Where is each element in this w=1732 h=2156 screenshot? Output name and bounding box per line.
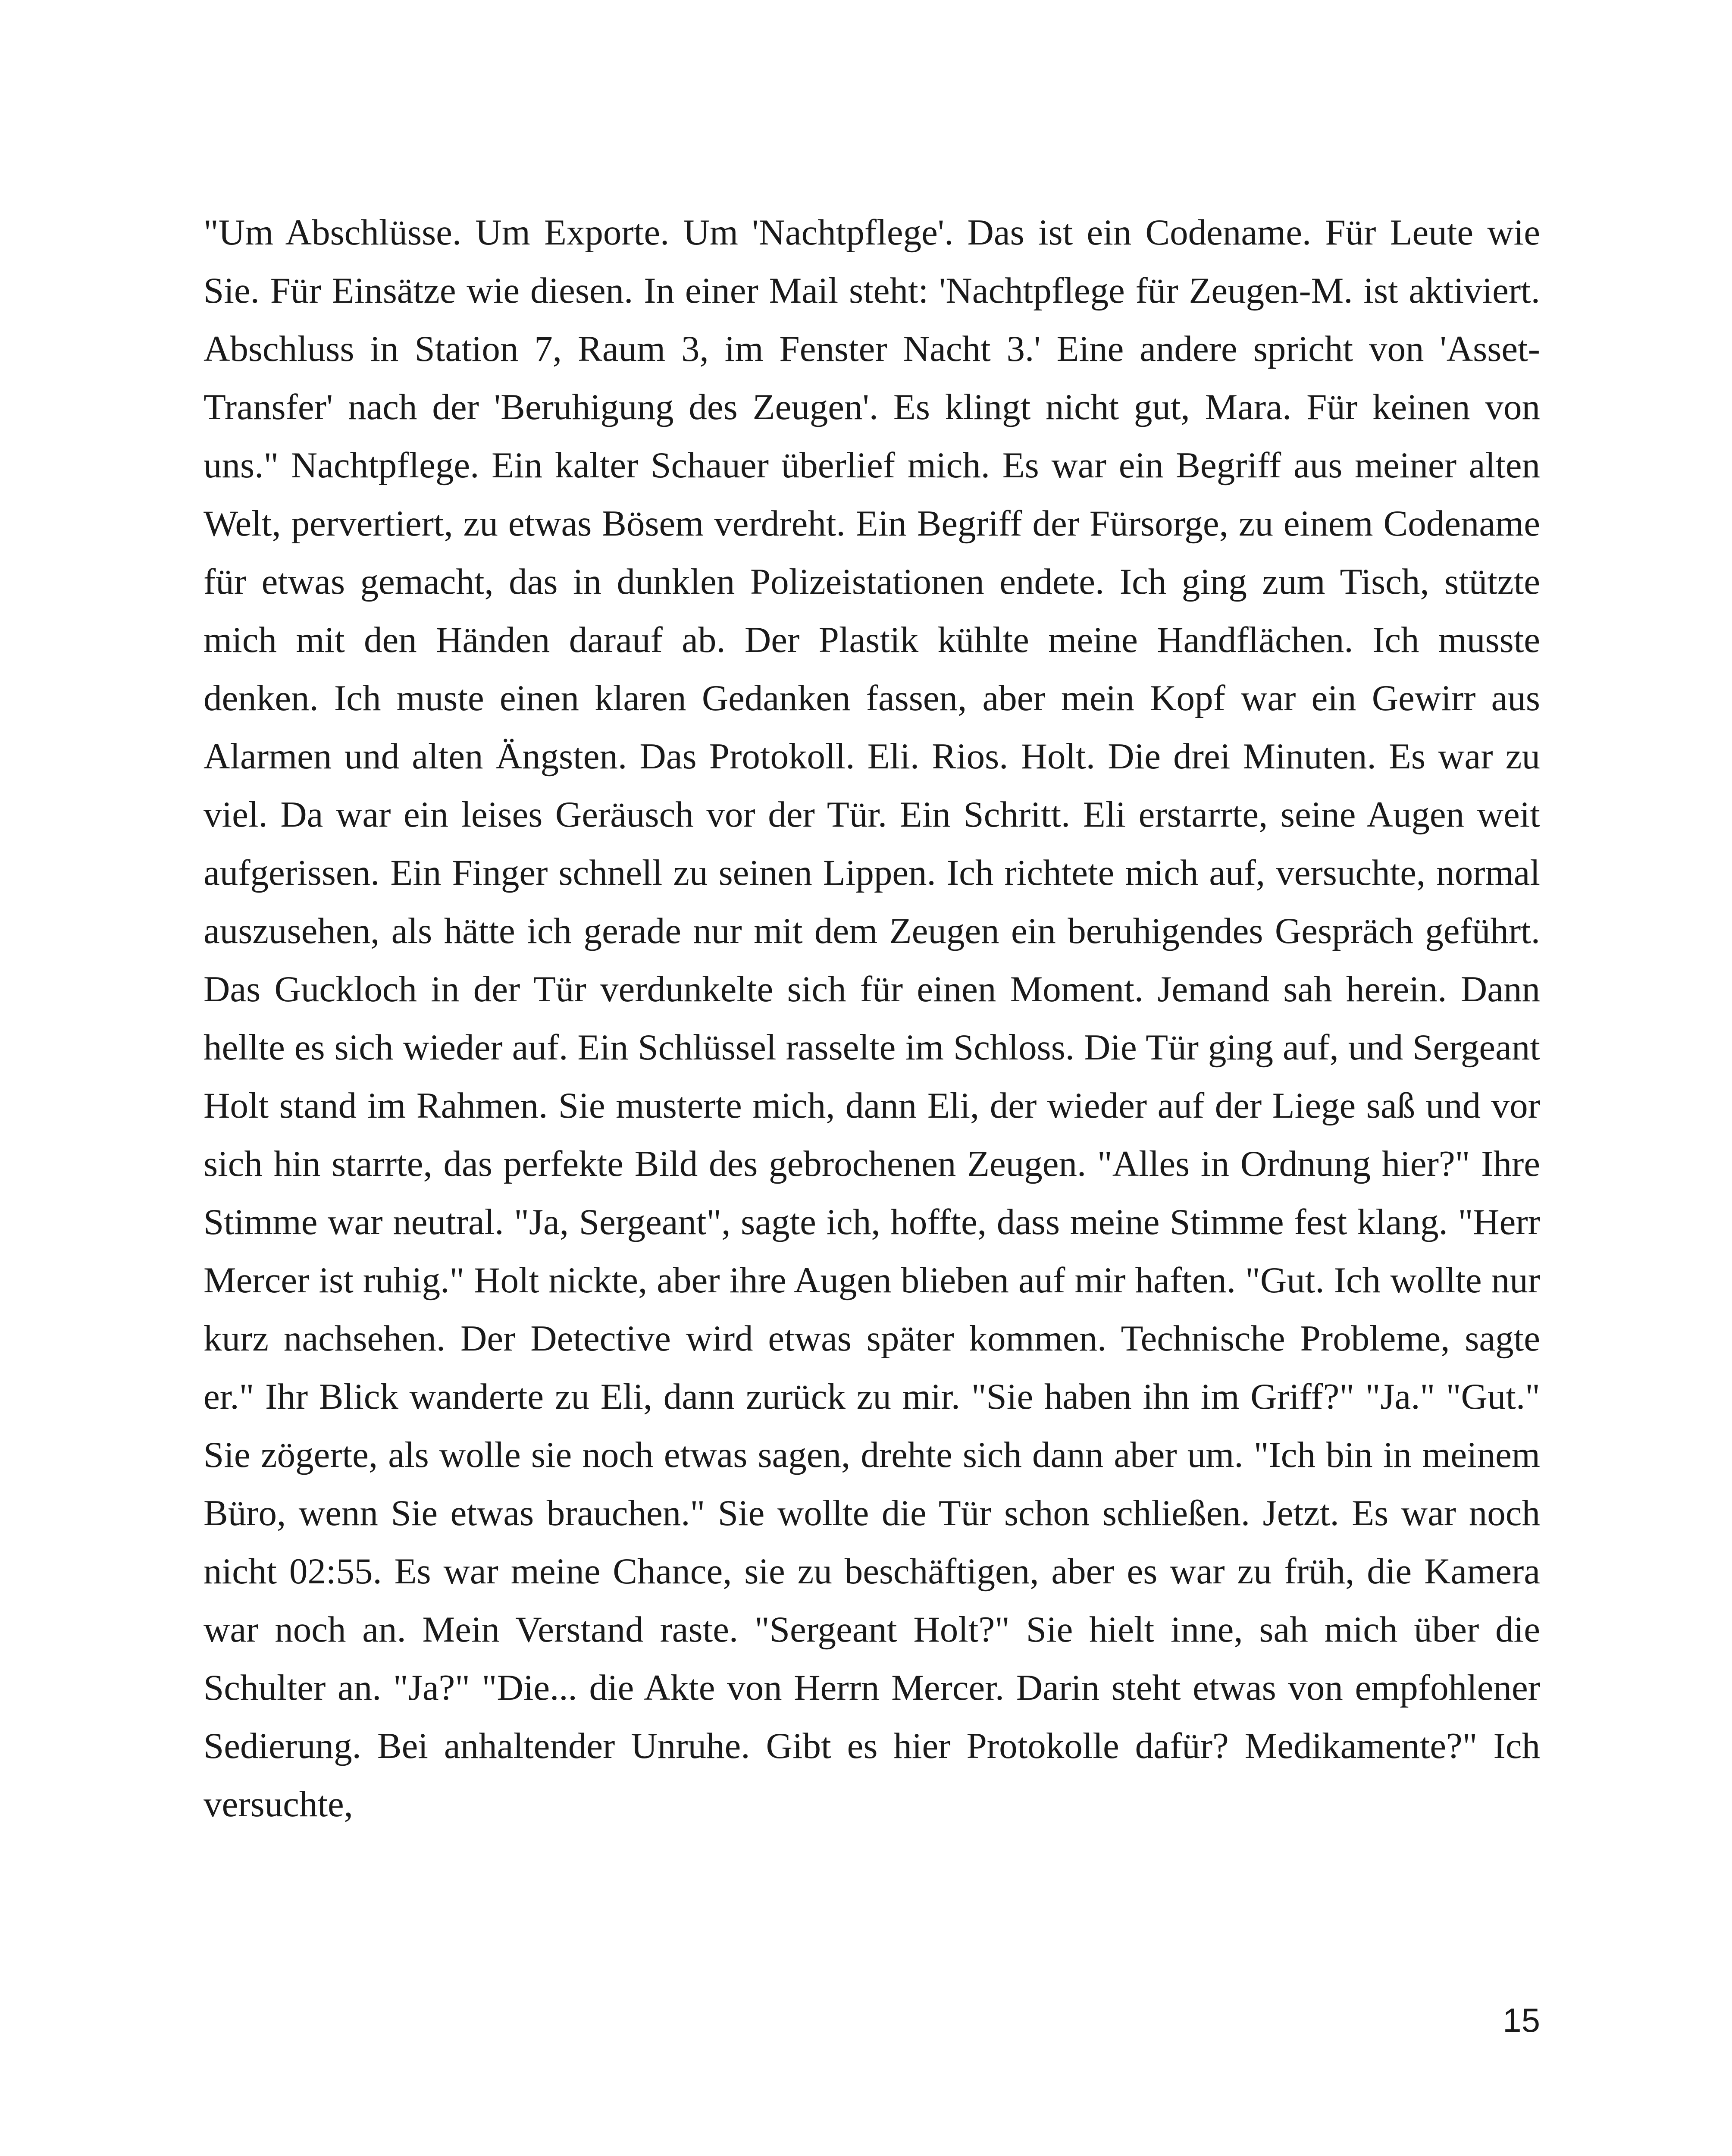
page-number: 15	[1503, 2001, 1540, 2039]
body-paragraph: "Um Abschlüsse. Um Exporte. Um 'Nachtpflege'. Das ist ein Codename. Für Leute wie Sie. Für Einsätze wie diesen. In einer Mail steht: 'Nachtpflege für Zeugen-M. ist aktiviert. Abschluss in Station 7, Raum 3, im Fenster Nacht 3.' Eine andere spricht von 'Asset-Transfer' nach der 'Beruhigung des Zeugen'. Es klingt nicht gut, Mara. Für keinen von uns." Nachtpflege. Ein kalter Schauer überlief mich. Es war ein Begriff aus meiner alten Welt, pervertiert, zu etwas Bösem verdreht. Ein Begriff der Fürsorge, zu einem Codename für etwas gemacht, das in dunklen Polizeistationen endete. Ich ging zum Tisch, stützte mich mit den Händen darauf ab. Der Plastik kühlte meine Handflächen. Ich musste denken. Ich muste einen klaren Gedanken fassen, aber mein Kopf war ein Gewirr aus Alarmen und alten Ängsten. Das Protokoll. Eli. Rios. Holt. Die drei Minuten. Es war zu viel. Da war ein leises Geräusch vor der Tür. Ein Schritt. Eli erstarrte, seine Augen weit aufgerissen. Ein Finger schnell zu seinen Lippen. Ich richtete mich auf, versuchte, normal auszusehen, als hätte ich gerade nur mit dem Zeugen ein beruhigendes Gespräch geführt. Das Guckloch in der Tür verdunkelte sich für einen Moment. Jemand sah herein. Dann hellte es sich wieder auf. Ein Schlüssel rasselte im Schloss. Die Tür ging auf, und Sergeant Holt stand im Rahmen. Sie musterte mich, dann Eli, der wieder auf der Liege saß und vor sich hin starrte, das perfekte Bild des gebrochenen Zeugen. "Alles in Ordnung hier?" Ihre Stimme war neutral. "Ja, Sergeant", sagte ich, hoffte, dass meine Stimme fest klang. "Herr Mercer ist ruhig." Holt nickte, aber ihre Augen blieben auf mir haften. "Gut. Ich wollte nur kurz nachsehen. Der Detective wird etwas später kommen. Technische Probleme, sagte er." Ihr Blick wanderte zu Eli, dann zurück zu mir. "Sie haben ihn im Griff?" "Ja." "Gut." Sie zögerte, als wolle sie noch etwas sagen, drehte sich dann aber um. "Ich bin in meinem Büro, wenn Sie etwas brauchen." Sie wollte die Tür schon schließen. Jetzt. Es war noch nicht 02:55. Es war meine Chance, sie zu beschäftigen, aber es war zu früh, die Kamera war noch an. Mein Verstand raste. "Sergeant Holt?" Sie hielt inne, sah mich über die Schulter an. "Ja?" "Die... die Akte von Herrn Mercer. Darin steht etwas von empfohlener Sedierung. Bei anhaltender Unruhe. Gibt es hier Protokolle dafür? Medikamente?" Ich versuchte,	[204, 212, 1540, 1824]
